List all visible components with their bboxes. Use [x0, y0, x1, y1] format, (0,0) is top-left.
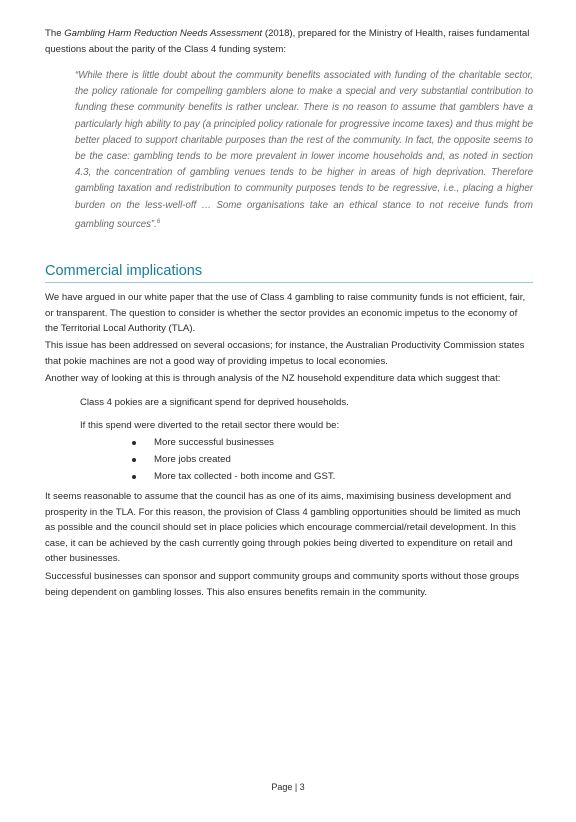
benefits-list — [132, 434, 335, 485]
paragraph-expenditure-data: Another way of looking at this is through analysis of the NZ household expenditure data which suggest that: — [45, 373, 501, 384]
list-item-text: More tax collected - both income and GST. — [154, 471, 336, 482]
paragraph-successful-businesses: Successful businesses can sponsor and support community groups and community sports without those groups being dependent on gambling losses. This also ensures benefits remain in the community. — [45, 571, 520, 598]
indented-line-pokies-spend: Class 4 pokies are a significant spend for deprived households. — [80, 397, 349, 408]
intro-pre: The — [45, 28, 65, 39]
list-item — [132, 468, 335, 485]
intro-post: (2018), prepared for the Ministry of Health, raises fundamental questions about the parity of the Class 4 funding system: — [45, 28, 530, 55]
paragraph-white-paper: We have argued in our white paper that the use of Class 4 gambling to raise community funds is not efficient, fair, or transparent. The question to consider is whether the sector provides an economic impetus to the economy of the Territorial Local Authority (TLA). — [45, 292, 526, 334]
page-number: Page | 3 — [271, 782, 305, 792]
list-item — [132, 434, 335, 451]
footnote-marker[interactable]: 6 — [156, 218, 161, 225]
paragraph-productivity-commission: This issue has been addressed on several occasions; for instance, the Australian Productivity Commission states that pokie machines are not a good way of providing impetus to local economies. — [45, 340, 525, 367]
block-quote — [75, 68, 533, 233]
intro-paragraph — [45, 26, 533, 57]
paragraph-council-aims: It seems reasonable to assume that the council has as one of its aims, maximising business development and prosperity in the TLA. For this reason, the provision of Class 4 gambling opportunities should be limited as much as possible and the council should set in place policies which encourage commercial/retail development. In this case, it can be achieved by the cash currently going through pokies being diverted to expenditure on retail and other businesses. — [45, 491, 521, 564]
section-heading: Commercial implications — [45, 263, 533, 283]
list-item — [132, 451, 335, 468]
bullet-icon — [132, 441, 136, 445]
list-item-text: More successful businesses — [154, 437, 274, 448]
bullet-icon — [132, 458, 136, 462]
list-item-text: More jobs created — [154, 454, 231, 465]
bullet-icon — [132, 475, 136, 479]
quote-text: “While there is little doubt about the community benefits associated with funding of the charitable sector, the policy rationale for compelling gamblers alone to make a special and very substantial contribution to funding these community benefits is rather unclear. There is no reason to assume that gamblers have a particularly high ability to pay (a principled policy rationale for progressive income taxes) and thus might be better placed to support charitable purposes than the rest of the community. In fact, the opposite seems to be the case: gambling tends to be more prevalent in lower income households and, as noted in section 4.3, the concentration of gambling venues tends to be higher in areas of high deprivation. Therefore gambling taxation and redistribution to community purposes tends to be regressive, i.e., placing a higher burden on the less-well-off … Some organisations take an ethical stance to not receive funds from gambling sources”. — [75, 70, 533, 231]
report-title: Gambling Harm Reduction Needs Assessment — [64, 28, 263, 39]
indented-line-diverted-spend: If this spend were diverted to the retail sector there would be: — [80, 420, 340, 431]
